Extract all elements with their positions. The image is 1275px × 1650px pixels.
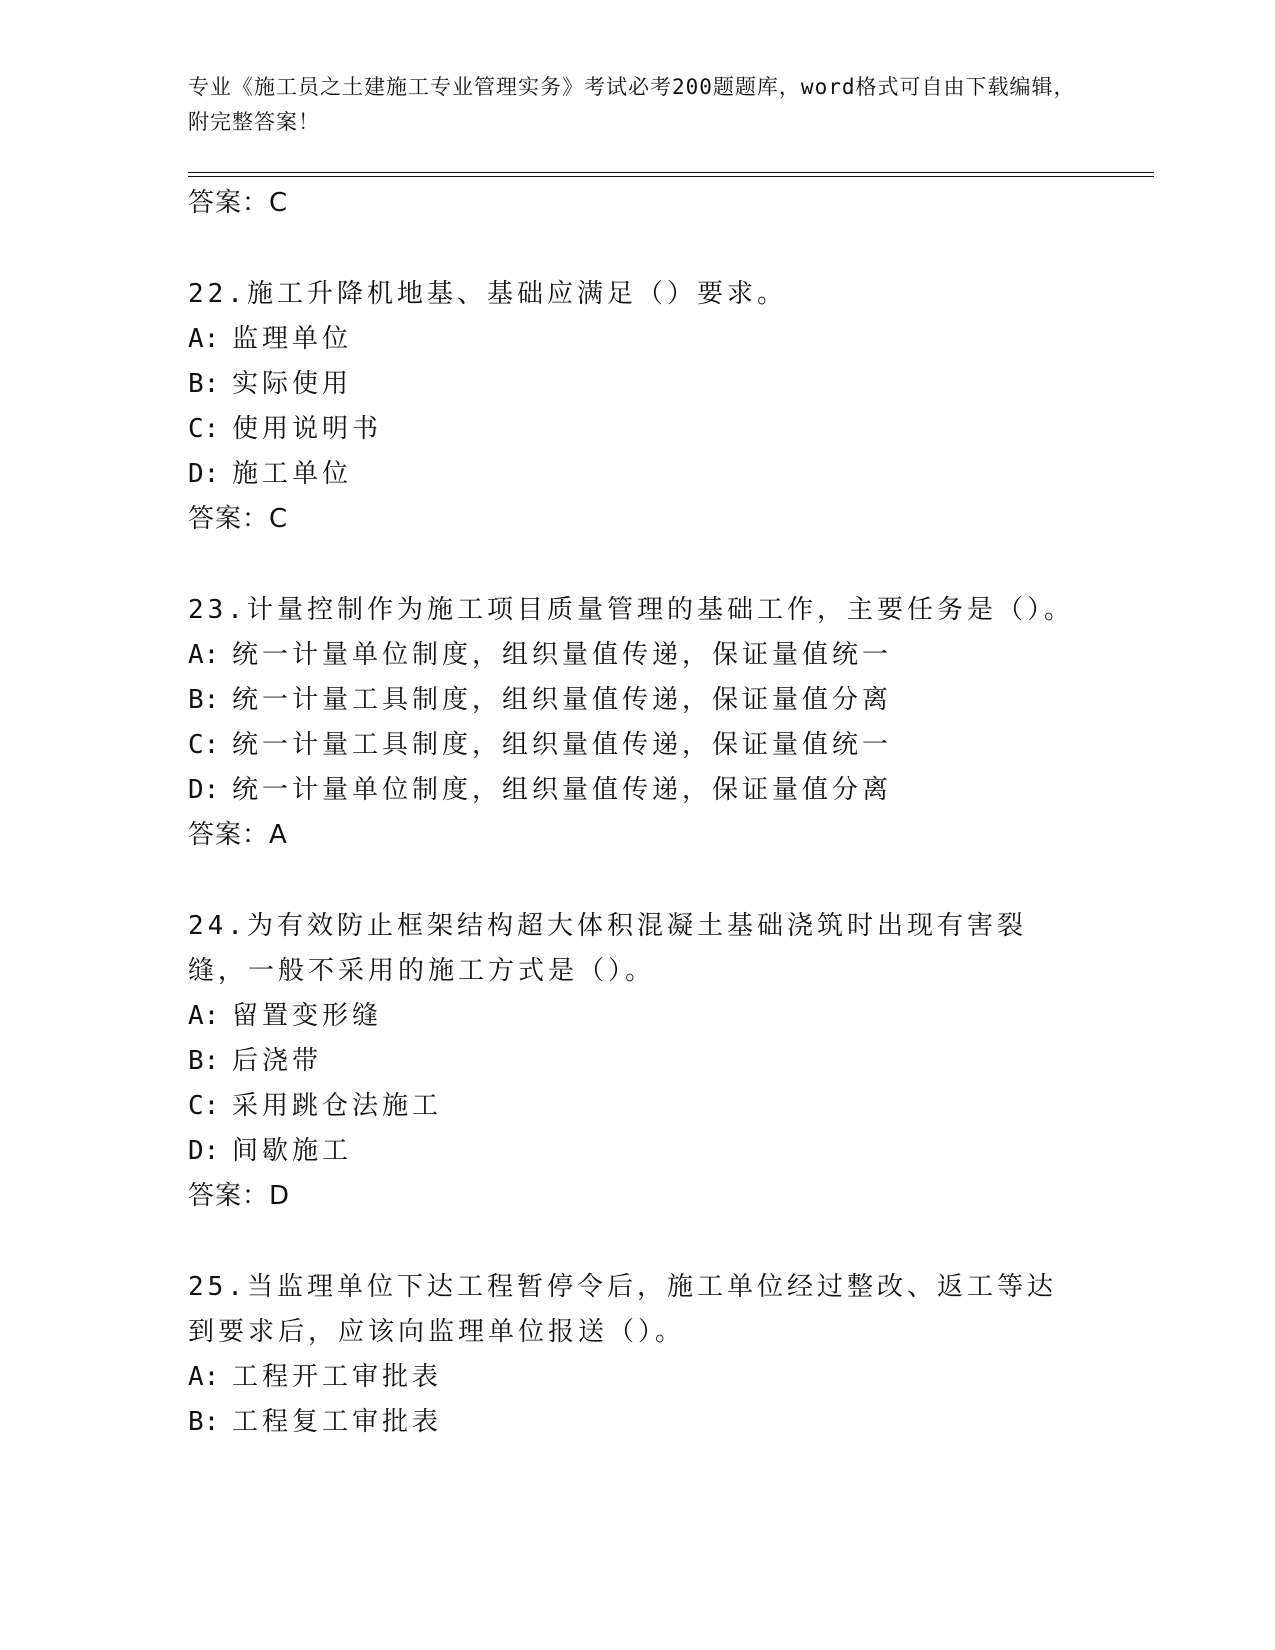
option-a: [188, 633, 1148, 678]
option-b: [188, 1039, 1148, 1084]
option-text: 统一计量单位制度，组织量值传递，保证量值统一: [232, 640, 893, 670]
option-key: C:: [188, 1091, 220, 1121]
answer: 答案：A: [188, 820, 288, 850]
option-a: [188, 994, 1148, 1039]
option-text: 工程开工审批表: [232, 1362, 443, 1392]
option-key: A:: [188, 1362, 220, 1392]
question-22: [188, 272, 1148, 542]
option-text: 施工单位: [232, 459, 353, 489]
option-text: 间歇施工: [232, 1136, 353, 1166]
option-d: [188, 452, 1148, 497]
option-d: [188, 1129, 1148, 1174]
question-stem: 22.施工升降机地基、基础应满足（）要求。: [188, 279, 787, 309]
option-b: [188, 678, 1148, 723]
option-key: A:: [188, 1001, 220, 1031]
option-a: [188, 1355, 1148, 1400]
option-text: 监理单位: [232, 324, 353, 354]
question-stem: 25.当监理单位下达工程暂停令后，施工单位经过整改、返工等达到要求后，应该向监理单位报送（）。: [188, 1272, 1057, 1347]
option-text: 实际使用: [232, 369, 353, 399]
option-b: [188, 362, 1148, 407]
option-c: [188, 1084, 1148, 1129]
option-c: [188, 723, 1148, 768]
option-c: [188, 407, 1148, 452]
option-text: 留置变形缝: [232, 1001, 383, 1031]
question-23: [188, 588, 1148, 858]
option-key: B:: [188, 369, 220, 399]
option-text: 统一计量工具制度，组织量值传递，保证量值分离: [232, 685, 893, 715]
question-stem: 24.为有效防止框架结构超大体积混凝土基础浇筑时出现有害裂缝，一般不采用的施工方式是（）。: [188, 911, 1027, 986]
option-a: [188, 317, 1148, 362]
option-text: 后浇带: [232, 1046, 323, 1076]
option-text: 采用跳仓法施工: [232, 1091, 443, 1121]
question-stem: 23.计量控制作为施工项目质量管理的基础工作，主要任务是（）。: [188, 595, 1074, 625]
option-d: [188, 768, 1148, 813]
document-header: 专业《施工员之土建施工专业管理实务》考试必考200题题库，word格式可自由下载编辑，附完整答案！: [188, 75, 1076, 134]
previous-answer: 答案：C: [188, 188, 289, 218]
option-key: C:: [188, 730, 220, 760]
option-key: B:: [188, 1046, 220, 1076]
option-text: 统一计量单位制度，组织量值传递，保证量值分离: [232, 775, 893, 805]
question-25: [188, 1265, 1148, 1445]
option-text: 使用说明书: [232, 414, 383, 444]
option-key: B:: [188, 1407, 220, 1437]
option-text: 统一计量工具制度，组织量值传递，保证量值统一: [232, 730, 893, 760]
option-key: A:: [188, 324, 220, 354]
option-key: D:: [188, 459, 220, 489]
option-text: 工程复工审批表: [232, 1407, 443, 1437]
option-key: C:: [188, 414, 220, 444]
option-b: [188, 1400, 1148, 1445]
option-key: A:: [188, 640, 220, 670]
header-divider: [188, 172, 1154, 177]
answer: 答案：D: [188, 1181, 291, 1211]
document-page: [188, 70, 1148, 1445]
question-24: [188, 904, 1148, 1219]
option-key: D:: [188, 775, 220, 805]
option-key: B:: [188, 685, 220, 715]
answer: 答案：C: [188, 504, 289, 534]
option-key: D:: [188, 1136, 220, 1166]
